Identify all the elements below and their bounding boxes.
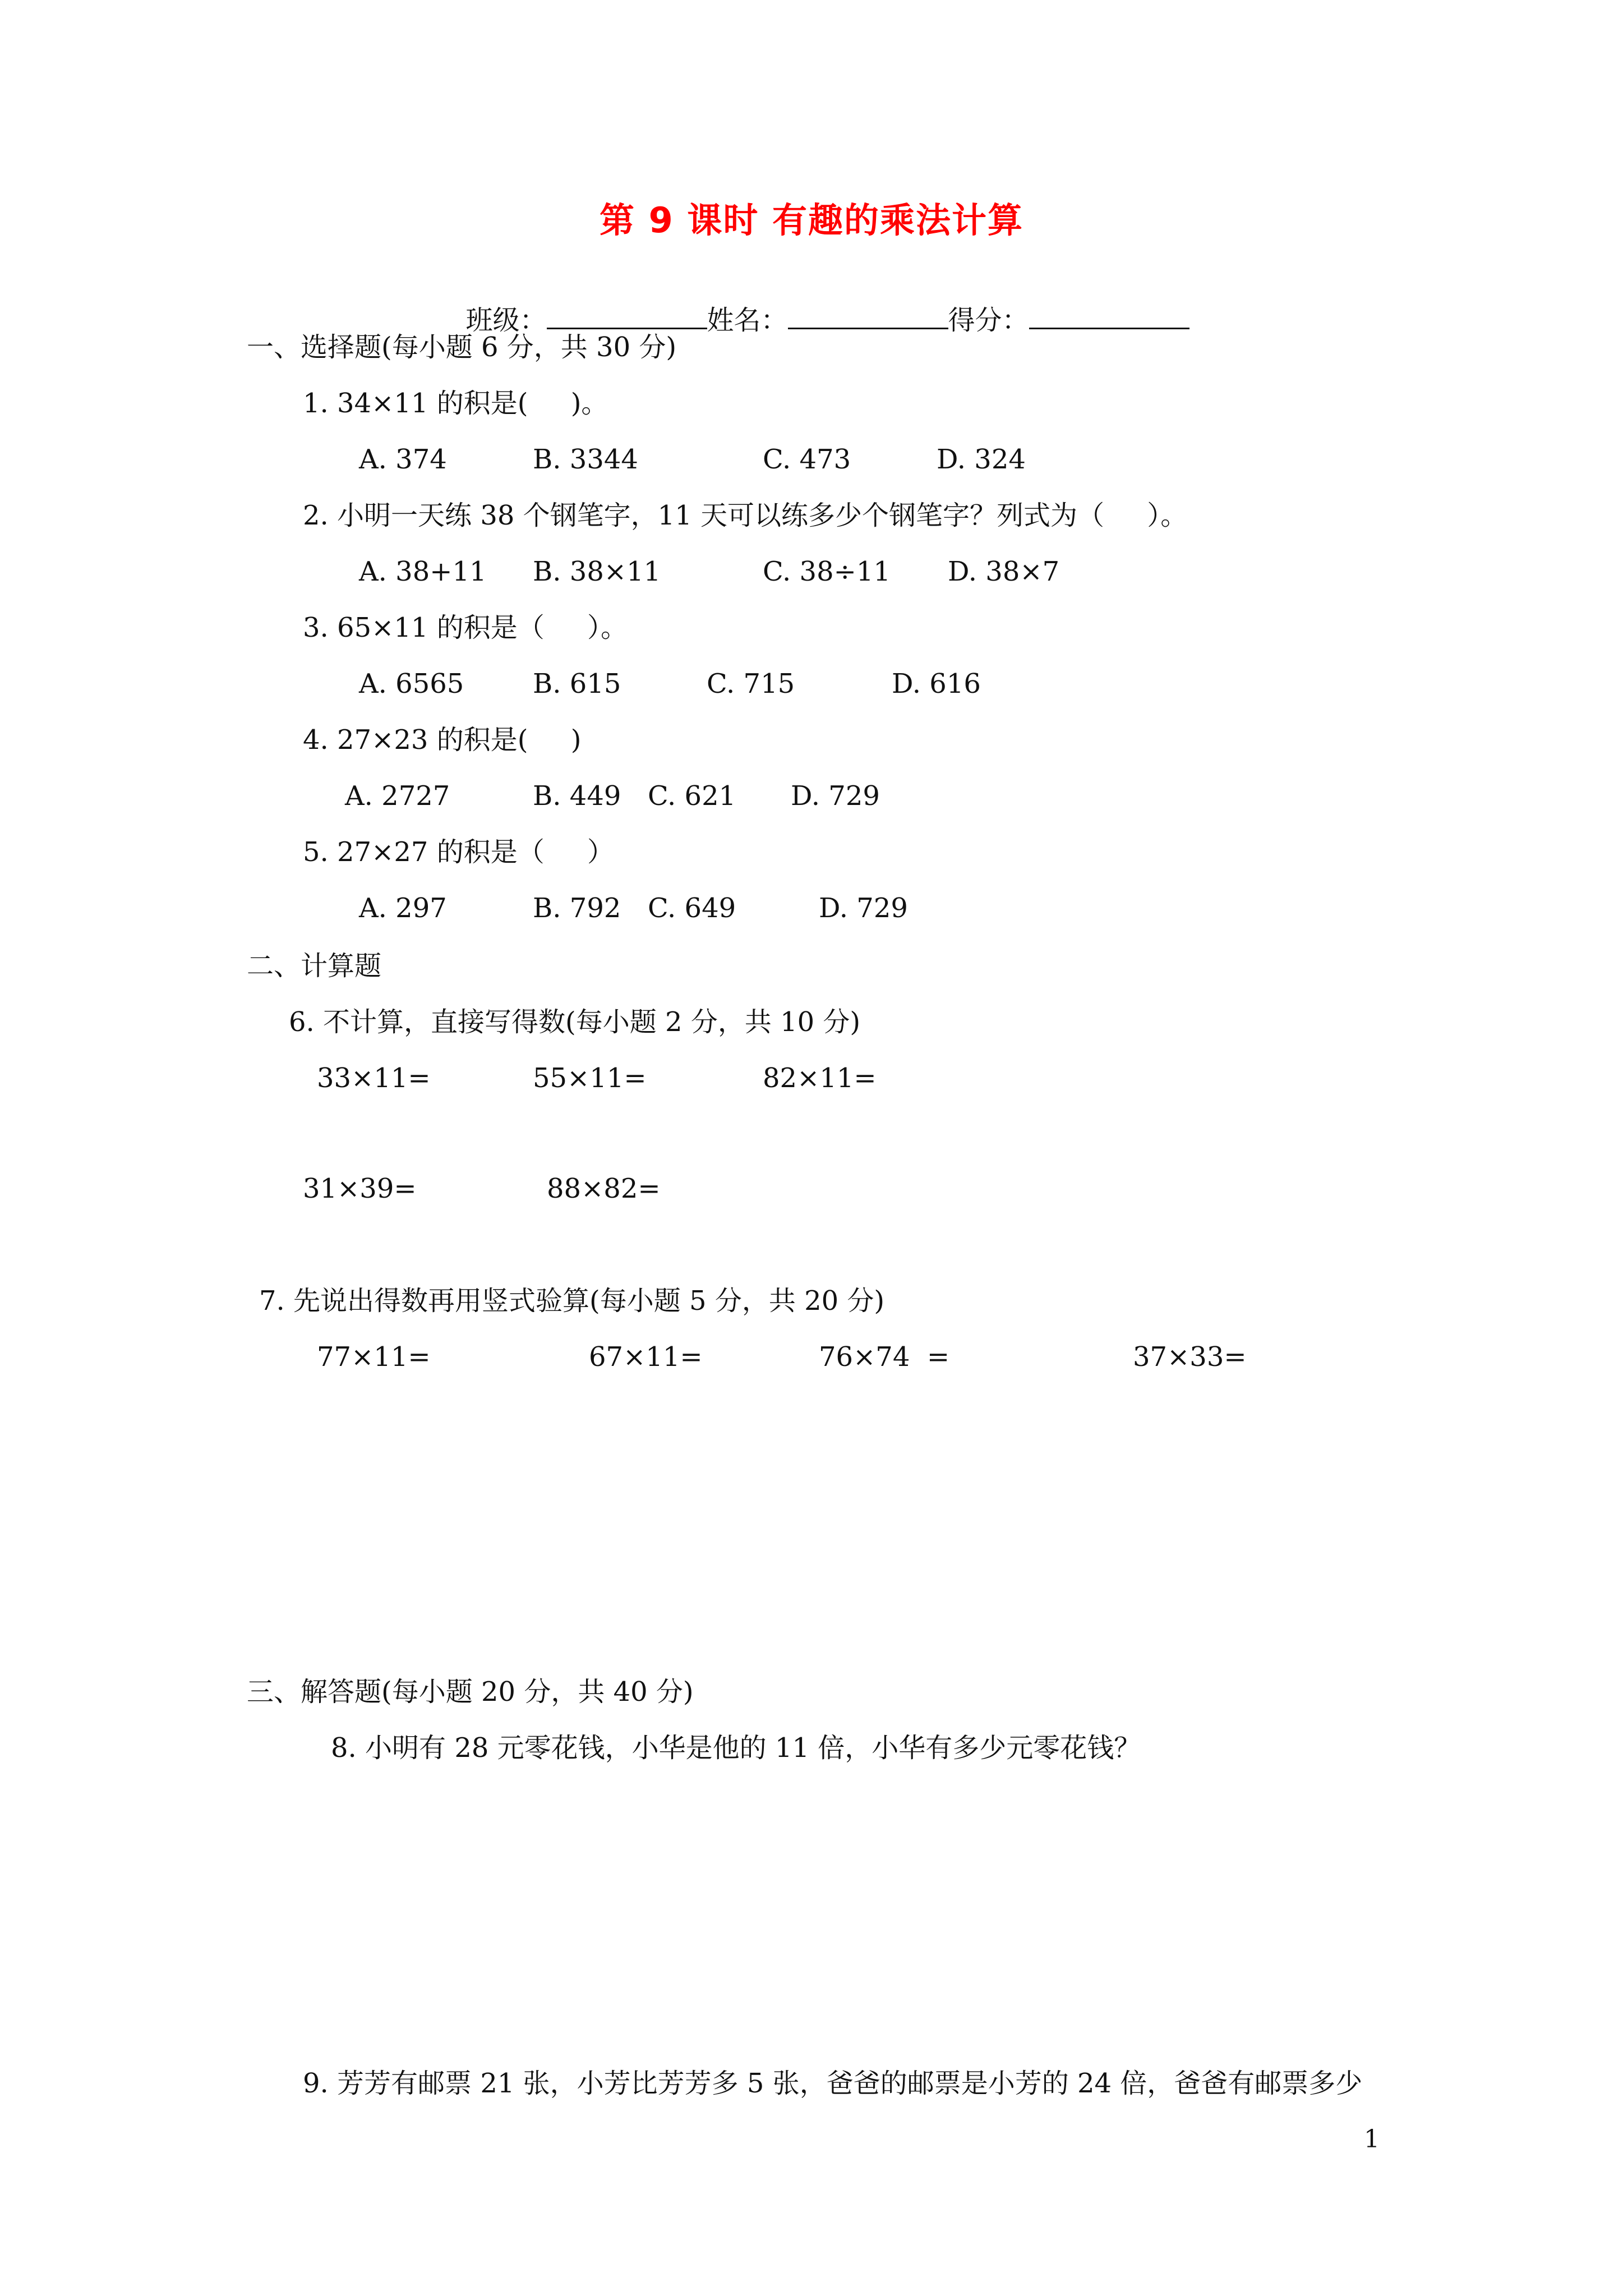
- question-5-option-c[interactable]: C. 649: [648, 892, 736, 924]
- question-5-option-d[interactable]: D. 729: [819, 892, 908, 924]
- question-3-option-c[interactable]: C. 715: [707, 668, 795, 700]
- q7-item-4: 37×33=: [1133, 1341, 1247, 1373]
- question-2-option-b[interactable]: B. 38×11: [533, 556, 661, 587]
- question-4-option-d[interactable]: D. 729: [791, 780, 880, 812]
- question-4-option-c[interactable]: C. 621: [648, 780, 736, 812]
- question-7-stem: 7. 先说出得数再用竖式验算(每小题 5 分，共 20 分): [259, 1285, 885, 1317]
- info-line: [449, 276, 1189, 334]
- question-3-option-b[interactable]: B. 615: [533, 668, 621, 700]
- question-2-stem: 2. 小明一天练 38 个钢笔字，11 天可以练多少个钢笔字？列式为（ ）。: [303, 500, 1188, 531]
- q6-item-5: 88×82=: [547, 1173, 661, 1204]
- section-2-heading: 二、计算题: [247, 950, 382, 982]
- class-label: 班级：: [465, 305, 547, 336]
- question-4-stem: 4. 27×23 的积是( ): [303, 724, 582, 756]
- question-9: 9. 芳芳有邮票 21 张，小芳比芳芳多 5 张，爸爸的邮票是小芳的 24 倍，爸爸有邮票多少: [303, 2068, 1363, 2099]
- question-3-stem: 3. 65×11 的积是（ ）。: [303, 612, 628, 643]
- section-1-heading: 一、选择题(每小题 6 分，共 30 分): [247, 332, 677, 363]
- question-6-stem: 6. 不计算，直接写得数(每小题 2 分，共 10 分): [289, 1006, 861, 1038]
- question-4-option-a[interactable]: A. 2727: [345, 780, 450, 812]
- q7-item-3: 76×74 =: [819, 1341, 950, 1373]
- question-3-option-d[interactable]: D. 616: [892, 668, 981, 700]
- question-2-option-c[interactable]: C. 38÷11: [763, 556, 891, 587]
- question-1-option-b[interactable]: B. 3344: [533, 444, 638, 475]
- name-field[interactable]: [788, 303, 948, 329]
- q6-item-1: 33×11=: [317, 1062, 431, 1094]
- page-number: 1: [1364, 2125, 1380, 2154]
- q7-item-2: 67×11=: [589, 1341, 703, 1373]
- section-3-heading: 三、解答题(每小题 20 分，共 40 分): [247, 1676, 694, 1708]
- q7-item-1: 77×11=: [317, 1341, 431, 1373]
- question-2-option-d[interactable]: D. 38×7: [948, 556, 1060, 587]
- question-1-option-d[interactable]: D. 324: [937, 444, 1026, 475]
- question-5-stem: 5. 27×27 的积是（ ）: [303, 836, 614, 868]
- name-label: 姓名：: [707, 305, 788, 336]
- question-5-option-a[interactable]: A. 297: [359, 892, 447, 924]
- class-field[interactable]: [547, 303, 707, 329]
- score-label: 得分：: [948, 305, 1029, 336]
- question-2-option-a[interactable]: A. 38+11: [359, 556, 487, 587]
- question-1-option-a[interactable]: A. 374: [359, 444, 447, 475]
- q6-item-4: 31×39=: [303, 1173, 417, 1204]
- page-title: 第 9 课时 有趣的乘法计算: [600, 200, 1023, 241]
- question-1-option-c[interactable]: C. 473: [763, 444, 851, 475]
- question-1-stem: 1. 34×11 的积是( )。: [303, 388, 608, 419]
- question-8: 8. 小明有 28 元零花钱，小华是他的 11 倍，小华有多少元零花钱？: [331, 1732, 1141, 1764]
- question-3-option-a[interactable]: A. 6565: [359, 668, 464, 700]
- question-4-option-b[interactable]: B. 449: [533, 780, 621, 812]
- question-5-option-b[interactable]: B. 792: [533, 892, 621, 924]
- score-field[interactable]: [1029, 303, 1189, 329]
- q6-item-2: 55×11=: [533, 1062, 647, 1094]
- q6-item-3: 82×11=: [763, 1062, 877, 1094]
